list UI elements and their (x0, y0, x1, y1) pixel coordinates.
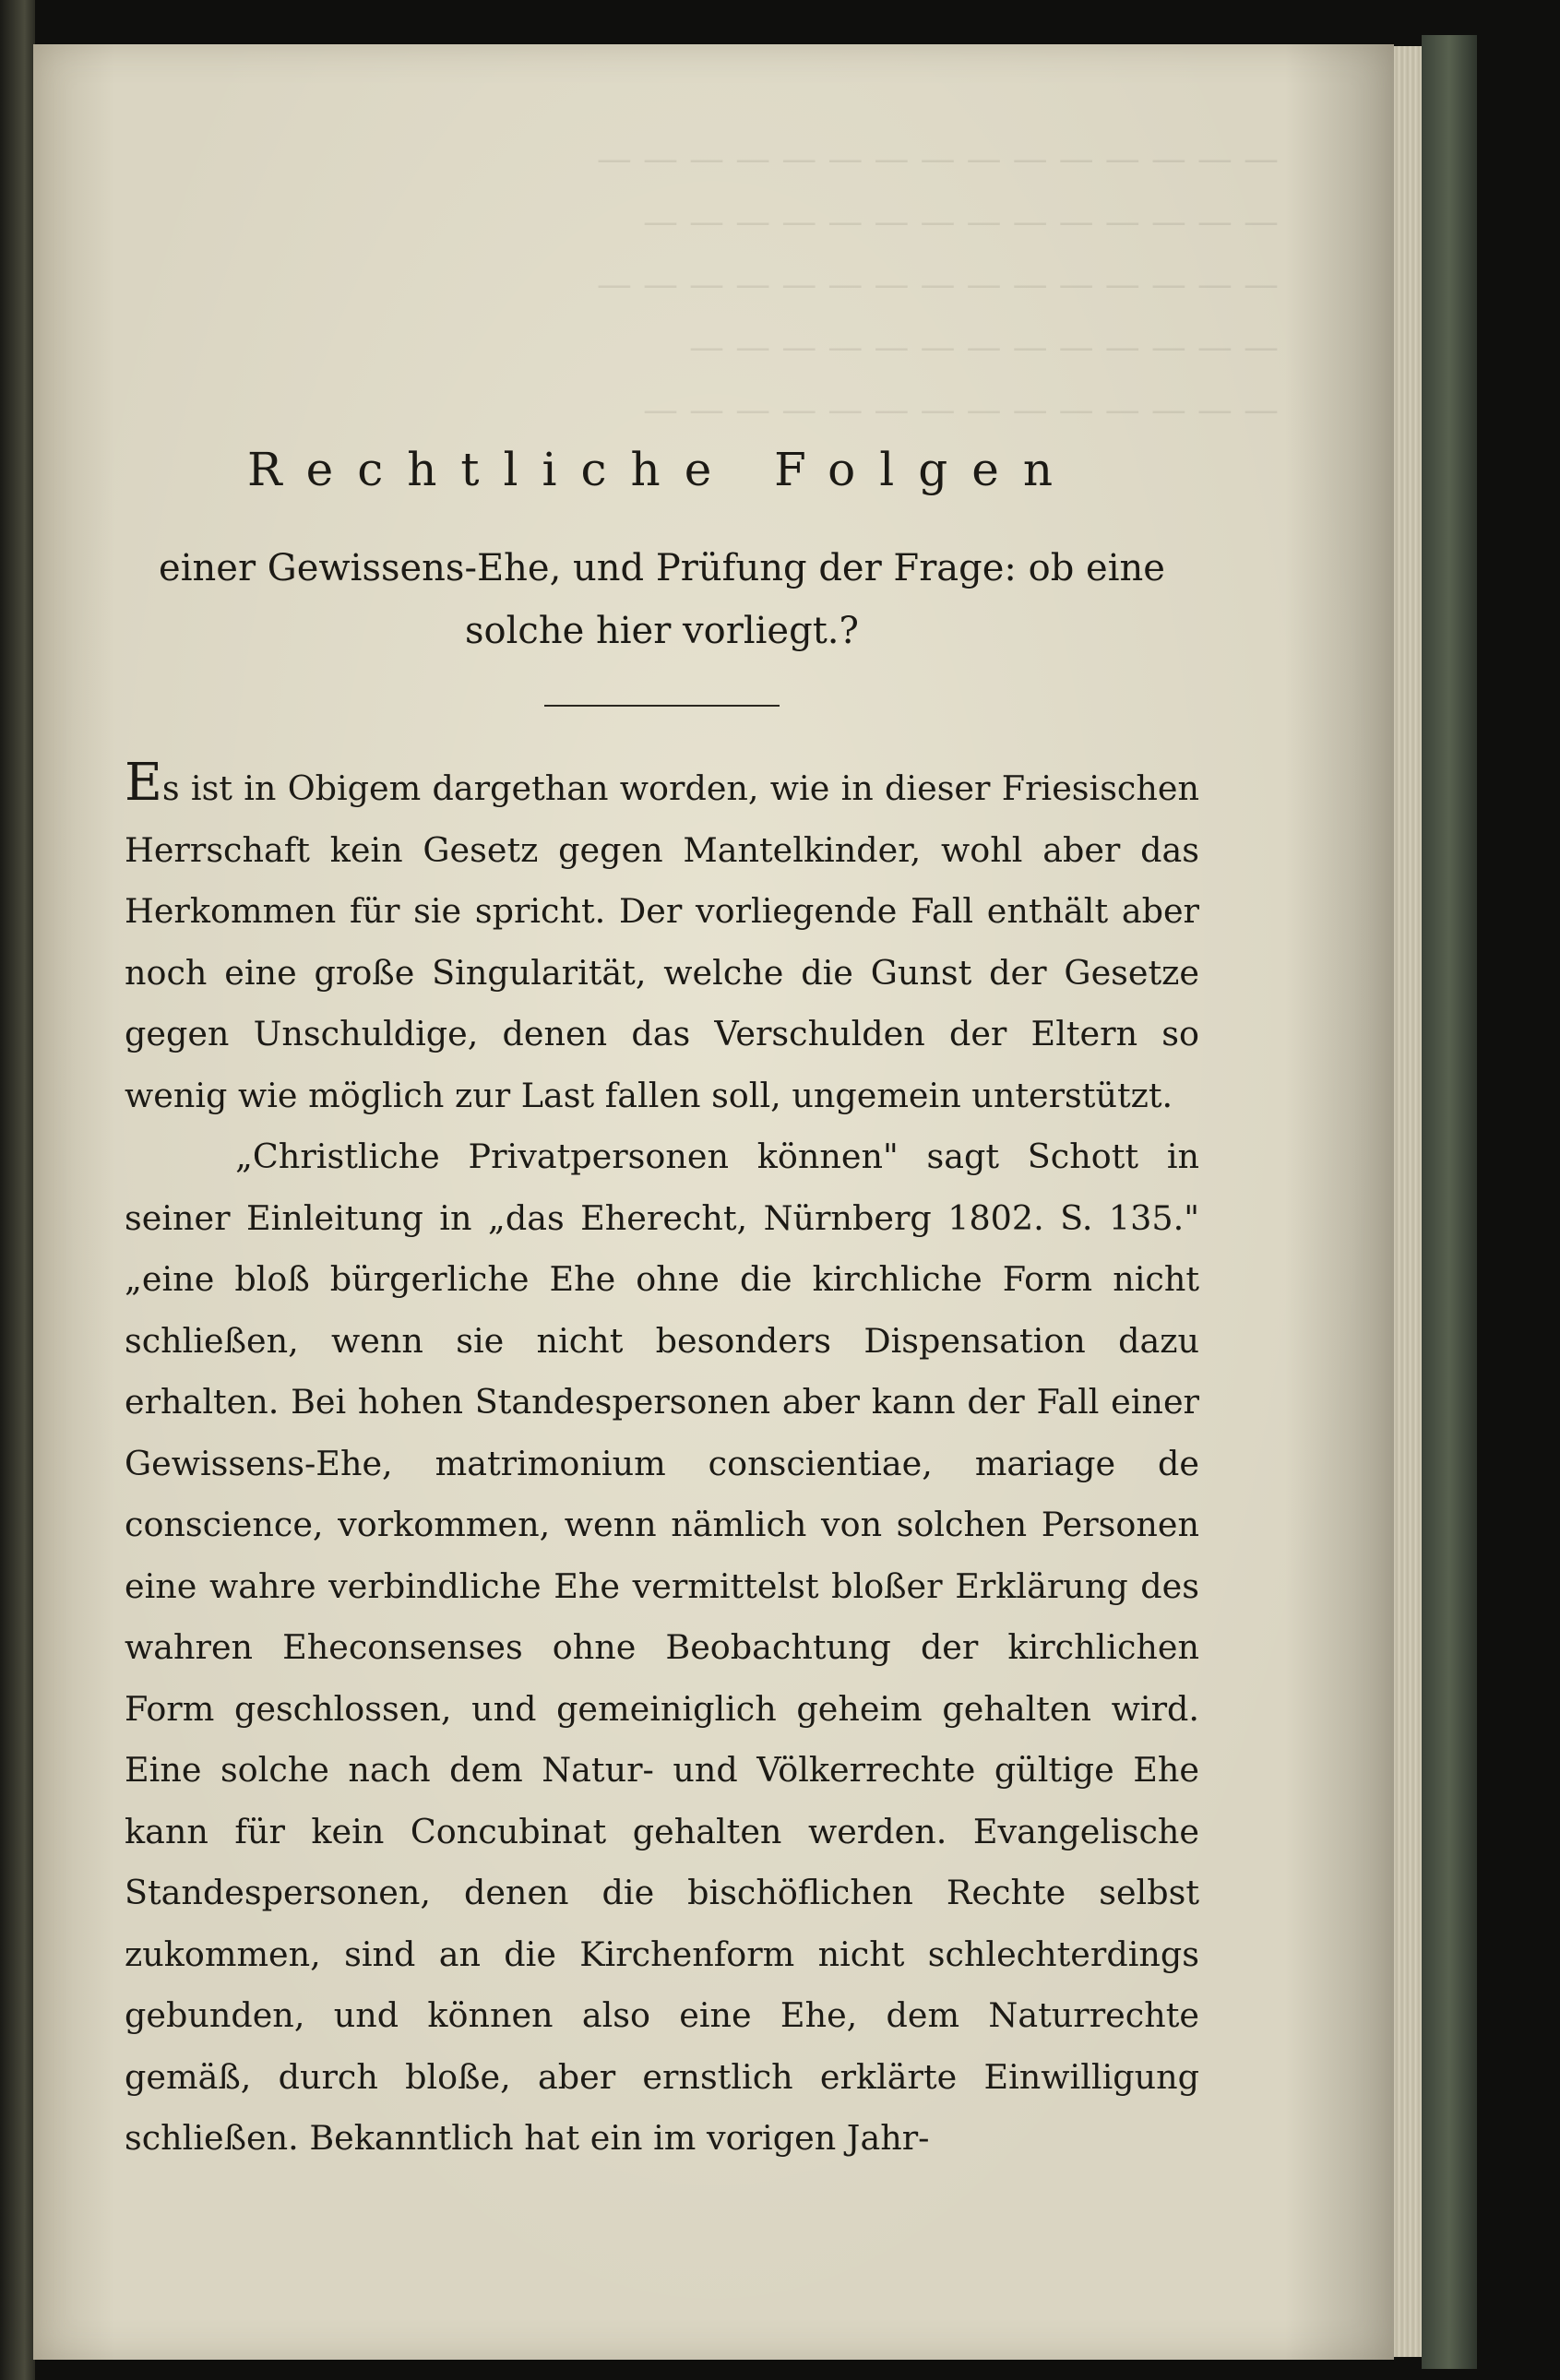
paragraph-1-text: s ist in Obigem dargethan worden, wie in dieser Friesischen Herrschaft kein Gesetz gegen Mantelkinder, wohl aber das Herkommen für sie spricht. Der vorliegende Fall enthält aber noch eine große Singularität, welche die Gunst der Gesetze gegen Unschuldige, denen das Verschulden der Eltern so wenig wie möglich zur Last fallen soll, ungemein unterstützt. (125, 768, 1199, 1115)
section-divider (544, 705, 780, 707)
paragraph-2: „Christliche Privatpersonen können" sagt Schott in seiner Einleitung in „das Eherecht, Nürnberg 1802. S. 135." „eine bloß bürgerliche Ehe ohne die kirchliche Form nicht schließen, wenn sie nicht besonders Dispensation dazu erhalten. Bei hohen Standespersonen aber kann der Fall einer Gewissens-Ehe, matrimonium conscientiae, mariage de conscience, vorkommen, wenn nämlich von solchen Personen eine wahre verbindliche Ehe vermittelst bloßer Erklärung des wahren Eheconsenses ohne Beobachtung der kirchlichen Form geschlossen, und gemeiniglich geheim gehalten wird. Eine solche nach dem Natur- und Völkerrechte gültige Ehe kann für kein Concubinat gehalten werden. Evangelische Standespersonen, denen die bischöflichen Rechte selbst zukommen, sind an die Kirchenform nicht schlechterdings gebunden, und können also eine Ehe, dem Naturrechte gemäß, durch bloße, aber ernstlich erklärte Einwilligung schließen. Bekanntlich hat ein im vorigen Jahr- (125, 1136, 1199, 2158)
chapter-title: Rechtliche Folgen (246, 443, 1078, 496)
initial-letter: E (125, 753, 162, 813)
facing-page-edge (0, 0, 35, 2380)
body-text (125, 753, 1199, 2170)
show-through-text: — — — — — — — — — — — — — — — — — — — — — — — — — — — — — — — — — — — — — — — — — — — — — — — — — — — — — — — — — — — — — — — — — — — — — — — (596, 138, 1279, 430)
chapter-subtitle: einer Gewissens-Ehe, und Prüfung der Frage: ob eine solche hier vorliegt.? (159, 547, 1165, 652)
book-cover-edge (1422, 35, 1477, 2369)
paragraph-1 (125, 753, 1199, 1126)
page-content (125, 443, 1199, 2170)
